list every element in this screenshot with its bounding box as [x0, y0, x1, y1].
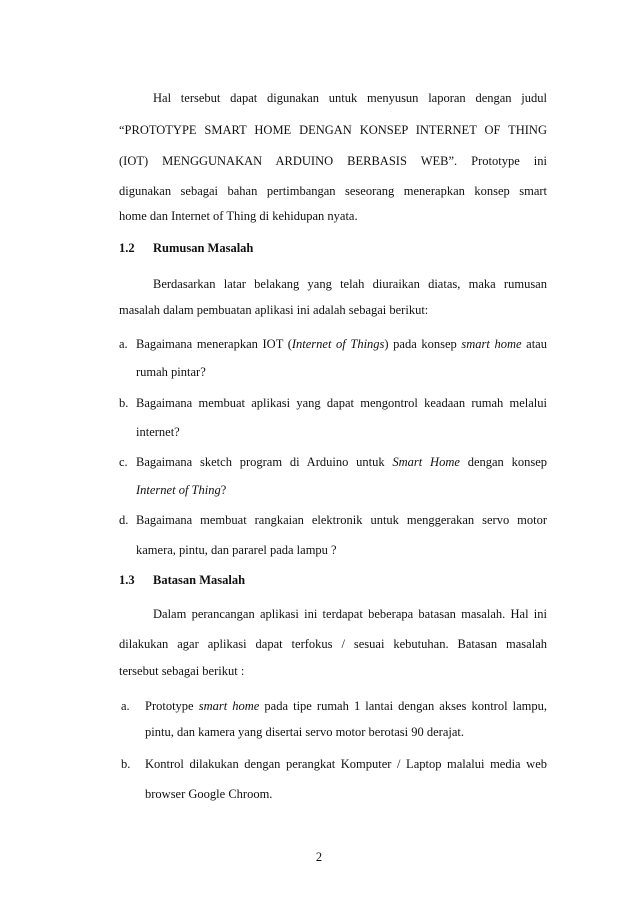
list-marker: d. [119, 513, 129, 527]
section-number: 1.3 [119, 573, 135, 587]
list-item-continuation: rumah pintar? [136, 365, 206, 379]
section-title: Batasan Masalah [153, 573, 246, 587]
list-item-continuation: internet? [136, 425, 180, 439]
paragraph-1-line-5: home dan Internet of Thing di kehidupan nyata. [119, 209, 358, 223]
paragraph-1-line-2: “PROTOTYPE SMART HOME DENGAN KONSEP INTERNET OF THING [119, 123, 547, 137]
list-marker: a. [121, 699, 130, 713]
list-item-continuation: pintu, dan kamera yang disertai servo motor berotasi 90 derajat. [145, 725, 464, 739]
list-item-text: Bagaimana sketch program di Arduino untuk Smart Home dengan konsep [136, 455, 548, 469]
rumusan-intro-line-1: Berdasarkan latar belakang yang telah diuraikan diatas, maka rumusan [153, 277, 547, 291]
list-marker: a. [119, 337, 128, 351]
list-marker: b. [119, 396, 129, 410]
section-heading-1-2 [119, 240, 253, 256]
rumusan-intro-line-2: masalah dalam pembuatan aplikasi ini adalah sebagai berikut: [119, 303, 429, 317]
list-marker: c. [119, 455, 128, 469]
batasan-intro-line-2: dilakukan agar aplikasi dapat terfokus / sesuai kebutuhan. Batasan masalah [119, 637, 547, 651]
list-item-text: Kontrol dilakukan dengan perangkat Komputer / Laptop malalui media web [145, 757, 547, 771]
list-item-text: Prototype smart home pada tipe rumah 1 lantai dengan akses kontrol lampu, [145, 699, 548, 713]
section-number: 1.2 [119, 241, 135, 255]
section-title: Rumusan Masalah [153, 241, 254, 255]
batasan-intro-line-1: Dalam perancangan aplikasi ini terdapat beberapa batasan masalah. Hal ini [153, 607, 547, 621]
paragraph-1-line-4: digunakan sebagai bahan pertimbangan seseorang menerapkan konsep smart [119, 184, 547, 198]
section-heading-1-3 [119, 572, 245, 588]
batasan-intro-line-3: tersebut sebagai berikut : [119, 664, 245, 678]
list-item-text: Bagaimana menerapkan IOT (Internet of Things) pada konsep smart home atau [136, 337, 547, 351]
list-item-continuation: Internet of Thing? [136, 483, 227, 497]
list-marker: b. [121, 757, 131, 771]
paragraph-1-line-3: (IOT) MENGGUNAKAN ARDUINO BERBASIS WEB”. Prototype ini [119, 154, 547, 168]
list-item-continuation: kamera, pintu, dan pararel pada lampu ? [136, 543, 337, 557]
list-item-text: Bagaimana membuat aplikasi yang dapat mengontrol keadaan rumah melalui [136, 396, 547, 410]
paragraph-1-line-1: Hal tersebut dapat digunakan untuk menyusun laporan dengan judul [153, 91, 547, 105]
page-number: 2 [315, 850, 323, 864]
list-item-text: Bagaimana membuat rangkaian elektronik untuk menggerakan servo motor [136, 513, 547, 527]
list-item-continuation: browser Google Chroom. [145, 787, 273, 801]
